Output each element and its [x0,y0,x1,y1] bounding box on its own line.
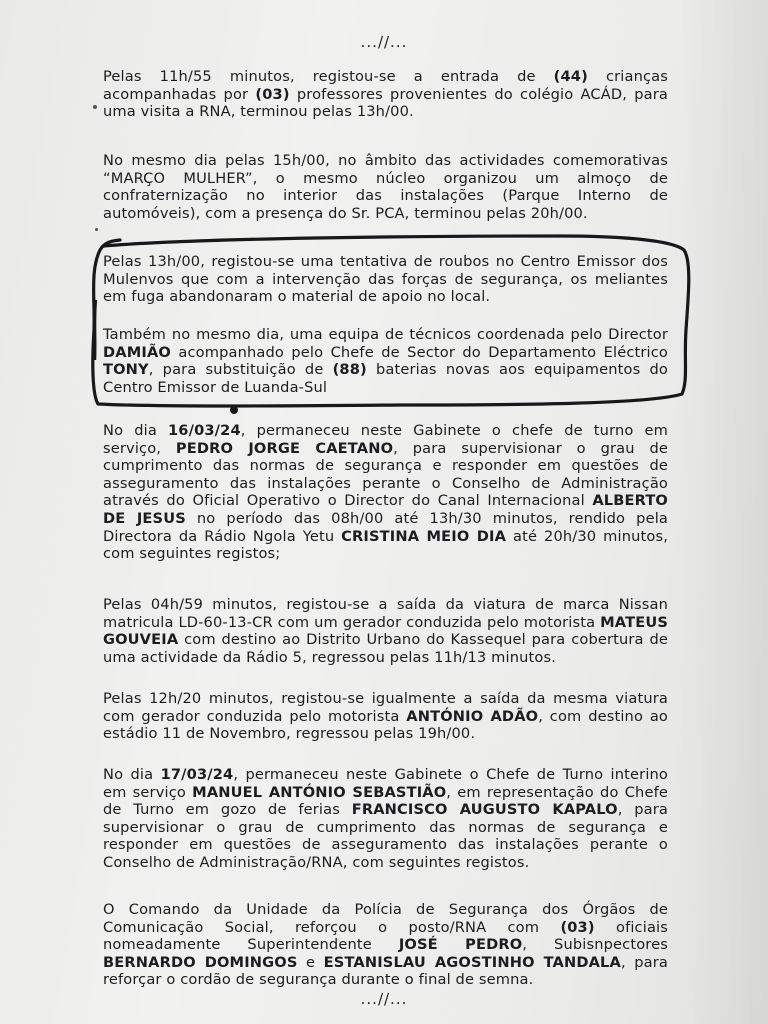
emphasized-text: 17/03/24 [160,766,234,783]
emphasized-text: ESTANISLAU AGOSTINHO TANDALA [323,953,621,971]
text-run: com destino ao Distrito Urbano do Kassequel para cobertura de uma actividade da Rádio 5, regressou pelas 11h/13 minutos. [103,631,668,666]
highlight-ink-dot [230,406,238,414]
text-run: , permaneceu neste Gabinete o Chefe de Turno interino em serviço [103,766,668,801]
text-run: , em representação do Chefe de Turno em gozo de ferias [103,783,669,819]
highlight-stroke-inner [95,300,96,360]
emphasized-text: (44) [553,68,588,85]
text-run: , para supervisionar o grau de cumprimento das normas de segurança e responder em questões de asseguramento das instalações perante o Conselho de Administração/RNA, com seguintes registos. [103,801,669,871]
header-continuation-mark: ...//... [360,33,408,51]
text-run: , com destino ao estádio 11 de Novembro, regressou pelas 19h/00. [103,707,668,743]
emphasized-text: FRANCISCO AUGUSTO KAPALO [351,801,618,819]
text-run: , para reforçar o cordão de segurança durante o final de semna. [103,953,668,989]
emphasized-text: MATEUS GOUVEIA [103,613,668,649]
text-run: No dia [103,766,161,783]
text-run: acompanhado pelo Chefe de Sector do Departamento Eléctrico [170,343,668,361]
emphasized-text: JOSÉ PEDRO [398,936,523,954]
text-run: , para substituição de [148,361,333,379]
emphasized-text: BERNARDO DOMINGOS [103,953,298,971]
text-run: , permaneceu neste Gabinete o chefe de turno em serviço, [103,422,668,457]
text-run: Também no mesmo dia, uma equipa de técnicos coordenada pelo Director [103,326,668,343]
text-run: e [297,953,324,971]
emphasized-text: (03) [560,918,595,936]
text-run: No mesmo dia pelas 15h/00, no âmbito das actividades comemorativas “MARÇO MULHER”, o mesmo núcleo organizou um almoço de confraternização no interior das instalações (Parque Interno de automóveis), com a presença do Sr. PCA, terminou pelas 20h/00. [103,152,668,222]
emphasized-text: DAMIÃO [103,343,171,361]
text-run: Pelas 13h/00, registou-se uma tentativa de roubos no Centro Emissor dos Mulenvos que com a intervenção das forças de segurança, os meliantes em fuga abandonaram o material de apoio no local. [103,253,668,306]
text-run: professores provenientes do colégio ACÁD, para uma visita a RNA, terminou pelas 13h/00. [103,85,668,121]
emphasized-text: (03) [255,85,290,103]
text-run: crianças acompanhadas por [103,68,668,103]
ink-speck [93,105,97,109]
emphasized-text: (88) [332,361,367,379]
highlight-stroke [93,236,689,406]
emphasized-text: 16/03/24 [167,422,241,439]
text-run: Pelas 11h/55 minutos, registou-se a entrada de [103,68,554,85]
text-run: No dia [103,422,168,439]
text-run: oficiais nomeadamente Superintendente [103,918,668,954]
text-run: até 20h/30 minutos, com seguintes registos; [103,527,668,563]
text-run: , para supervisionar o grau de cumprimento das normas de segurança e responder em questões de asseguramento das instalações perante o Conselho de Administração através do Oficial Operativo o Director do Canal Internacional [103,439,668,510]
text-run: Pelas 04h/59 minutos, registou-se a saída da viatura de marca Nissan matricula LD-60-13-CR com um gerador conduzida pelo motorista [103,596,668,631]
ink-speck [95,228,98,231]
text-run: O Comando da Unidade da Polícia de Segurança dos Órgãos de Comunicação Social, reforçou o posto/RNA com [103,901,668,936]
footer-continuation-mark: ...//... [360,990,408,1008]
emphasized-text: ALBERTO DE JESUS [103,492,668,527]
emphasized-text: CRISTINA MEIO DIA [341,527,507,545]
text-run: , Subisnpectores [522,936,668,954]
emphasized-text: ANTÓNIO ADÃO [406,707,539,725]
text-run: Pelas 12h/20 minutos, registou-se igualmente a saída da mesma viatura com gerador conduzida pelo motorista [103,690,668,725]
text-run: baterias novas aos equipamentos do Centro Emissor de Luanda-Sul [103,361,668,396]
text-run: no período das 08h/00 até 13h/30 minutos, rendido pela Directora da Rádio Ngola Yetu [103,509,668,545]
emphasized-text: TONY [103,361,149,379]
emphasized-text: MANUEL ANTÓNIO SEBASTIÃO [192,783,447,801]
emphasized-text: PEDRO JORGE CAETANO [175,439,394,457]
